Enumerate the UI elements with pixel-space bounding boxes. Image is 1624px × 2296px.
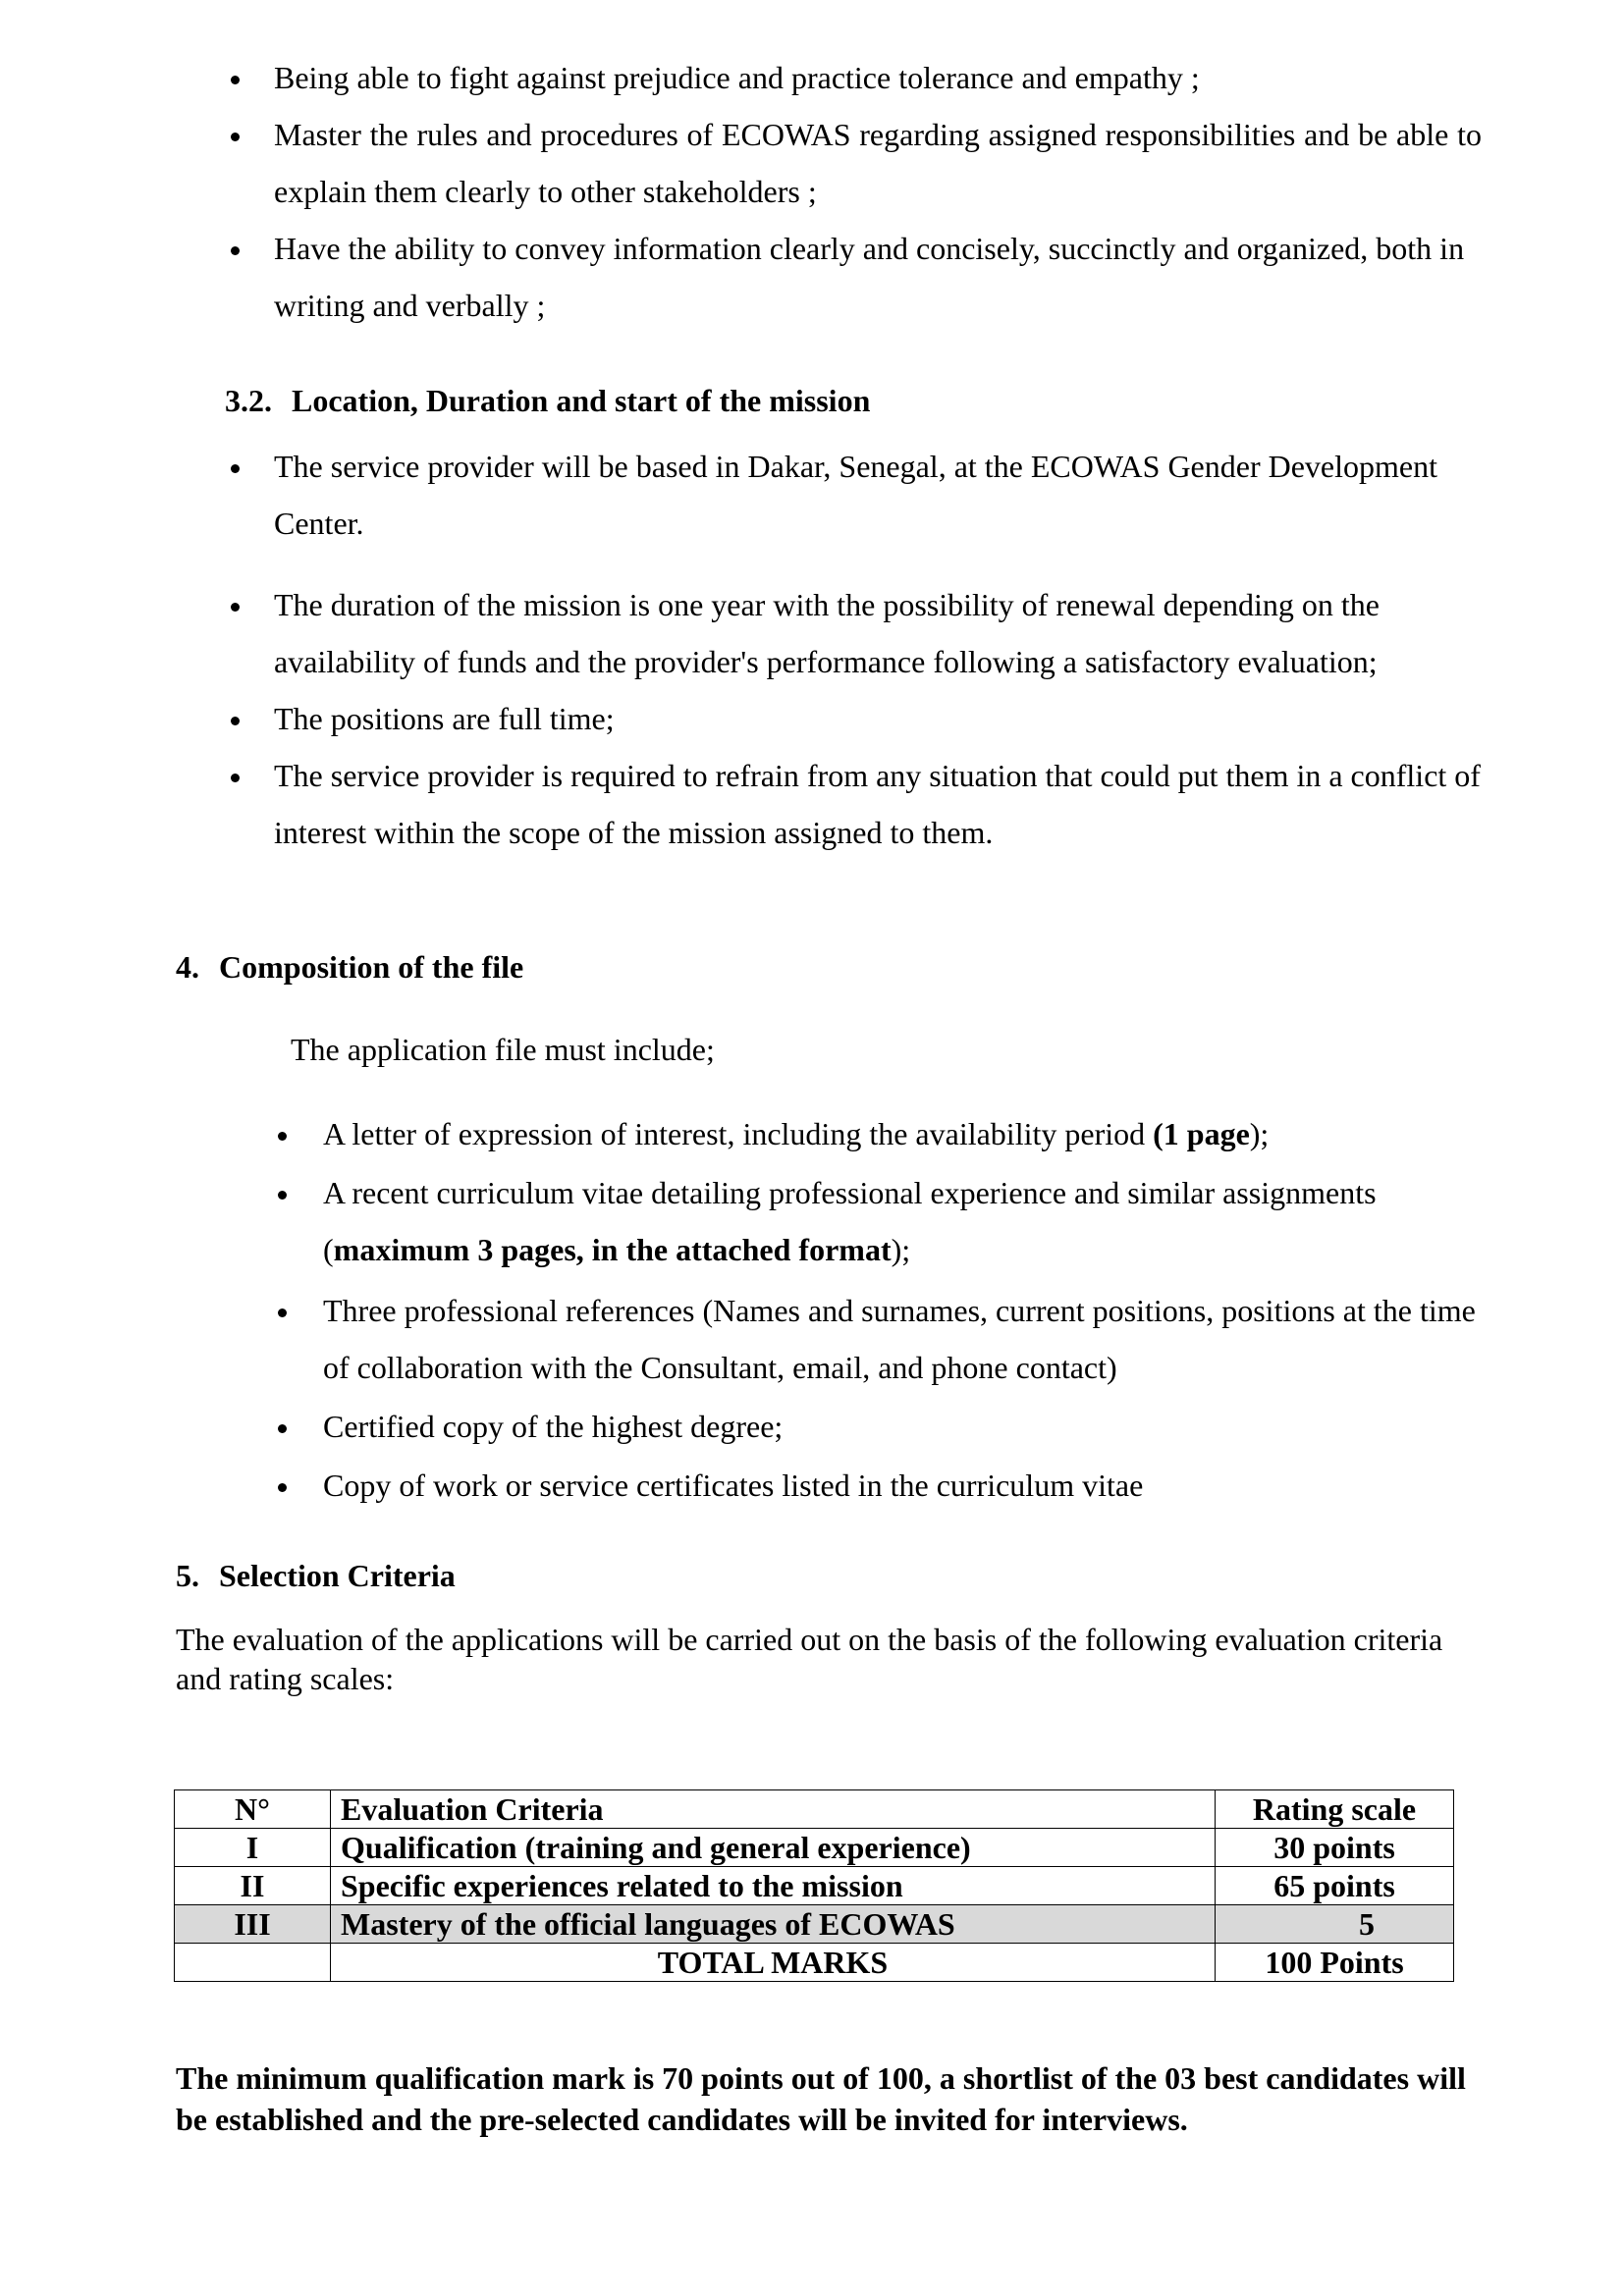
table-row: III Mastery of the official languages of ECOWAS 5 [175,1905,1454,1944]
list-item: Master the rules and procedures of ECOWAS regarding assigned responsibilities and be able to explain them clearly to other stakeholders ; [274,106,1482,220]
section-4-heading [176,947,523,987]
composition-bullet-list [323,1105,1501,1162]
bullet-icon [231,774,240,782]
table-row: II Specific experiences related to the mission 65 points [175,1867,1454,1905]
section-number: 3.2. [225,383,272,418]
bullet-icon [231,246,240,255]
total-value: 100 Points [1216,1944,1454,1982]
list-item: Three professional references (Names and surnames, current positions, positions at the time of collaboration with the Consultant, email, and phone contact) [323,1282,1482,1396]
table-row: I Qualification (training and general experience) 30 points [175,1829,1454,1867]
list-item: The service provider will be based in Dakar, Senegal, at the ECOWAS Gender Development Center. [274,438,1482,552]
table-header-row [175,1790,1454,1829]
list-item: The duration of the mission is one year with the possibility of renewal depending on the availability of funds and the provider's performance following a satisfactory evaluation; [274,576,1482,690]
bullet-icon [231,464,240,473]
composition-intro: The application file must include; [291,1032,715,1067]
list-item: A recent curriculum vitae detailing professional experience and similar assignments (maximum 3 pages, in the attached format); [323,1164,1472,1278]
list-item: The positions are full time; [274,690,1482,747]
bullet-icon [278,1132,287,1141]
header-criteria: Evaluation Criteria [331,1790,1216,1829]
section-3-2-bullet-list-2 [274,576,1482,861]
header-number: N° [175,1790,331,1829]
total-label: TOTAL MARKS [331,1944,1216,1982]
evaluation-criteria-table [174,1789,1454,1982]
section-number: 4. [176,949,199,985]
qualification-note: The minimum qualification mark is 70 points out of 100, a shortlist of the 03 best candidates will be established and the pre-selected candidates will be invited for interviews. [176,2060,1466,2137]
intro-bullet-list [274,49,1482,334]
list-item: The service provider is required to refrain from any situation that could put them in a conflict of interest within the scope of the mission assigned to them. [274,747,1482,861]
section-title: Selection Criteria [219,1558,456,1593]
bullet-icon [278,1424,287,1433]
section-5-heading [176,1556,456,1595]
list-item: Certified copy of the highest degree; [323,1398,1482,1455]
section-title: Location, Duration and start of the mission [292,383,871,418]
section-title: Composition of the file [219,949,524,985]
section-3-2-heading [225,381,870,420]
bullet-icon [231,603,240,612]
bullet-icon [231,717,240,725]
section-number: 5. [176,1558,199,1593]
bullet-icon [231,133,240,141]
list-item: Being able to fight against prejudice and practice tolerance and empathy ; [274,49,1482,106]
bullet-icon [278,1308,287,1317]
composition-bullet-list-3 [323,1282,1482,1514]
bullet-icon [231,76,240,84]
list-item: Copy of work or service certificates listed in the curriculum vitae [323,1457,1482,1514]
list-item: A letter of expression of interest, including the availability period (1 page); [323,1105,1501,1162]
list-item: Have the ability to convey information clearly and concisely, succinctly and organized, both in writing and verbally ; [274,220,1482,334]
composition-bullet-list-2 [323,1164,1472,1278]
bullet-icon [278,1483,287,1492]
selection-intro: The evaluation of the applications will be carried out on the basis of the following evaluation criteria and rating scales: [176,1622,1443,1696]
section-3-2-bullet-list [274,438,1482,552]
table-total-row [175,1944,1454,1982]
bullet-icon [278,1191,287,1200]
header-rating: Rating scale [1216,1790,1454,1829]
